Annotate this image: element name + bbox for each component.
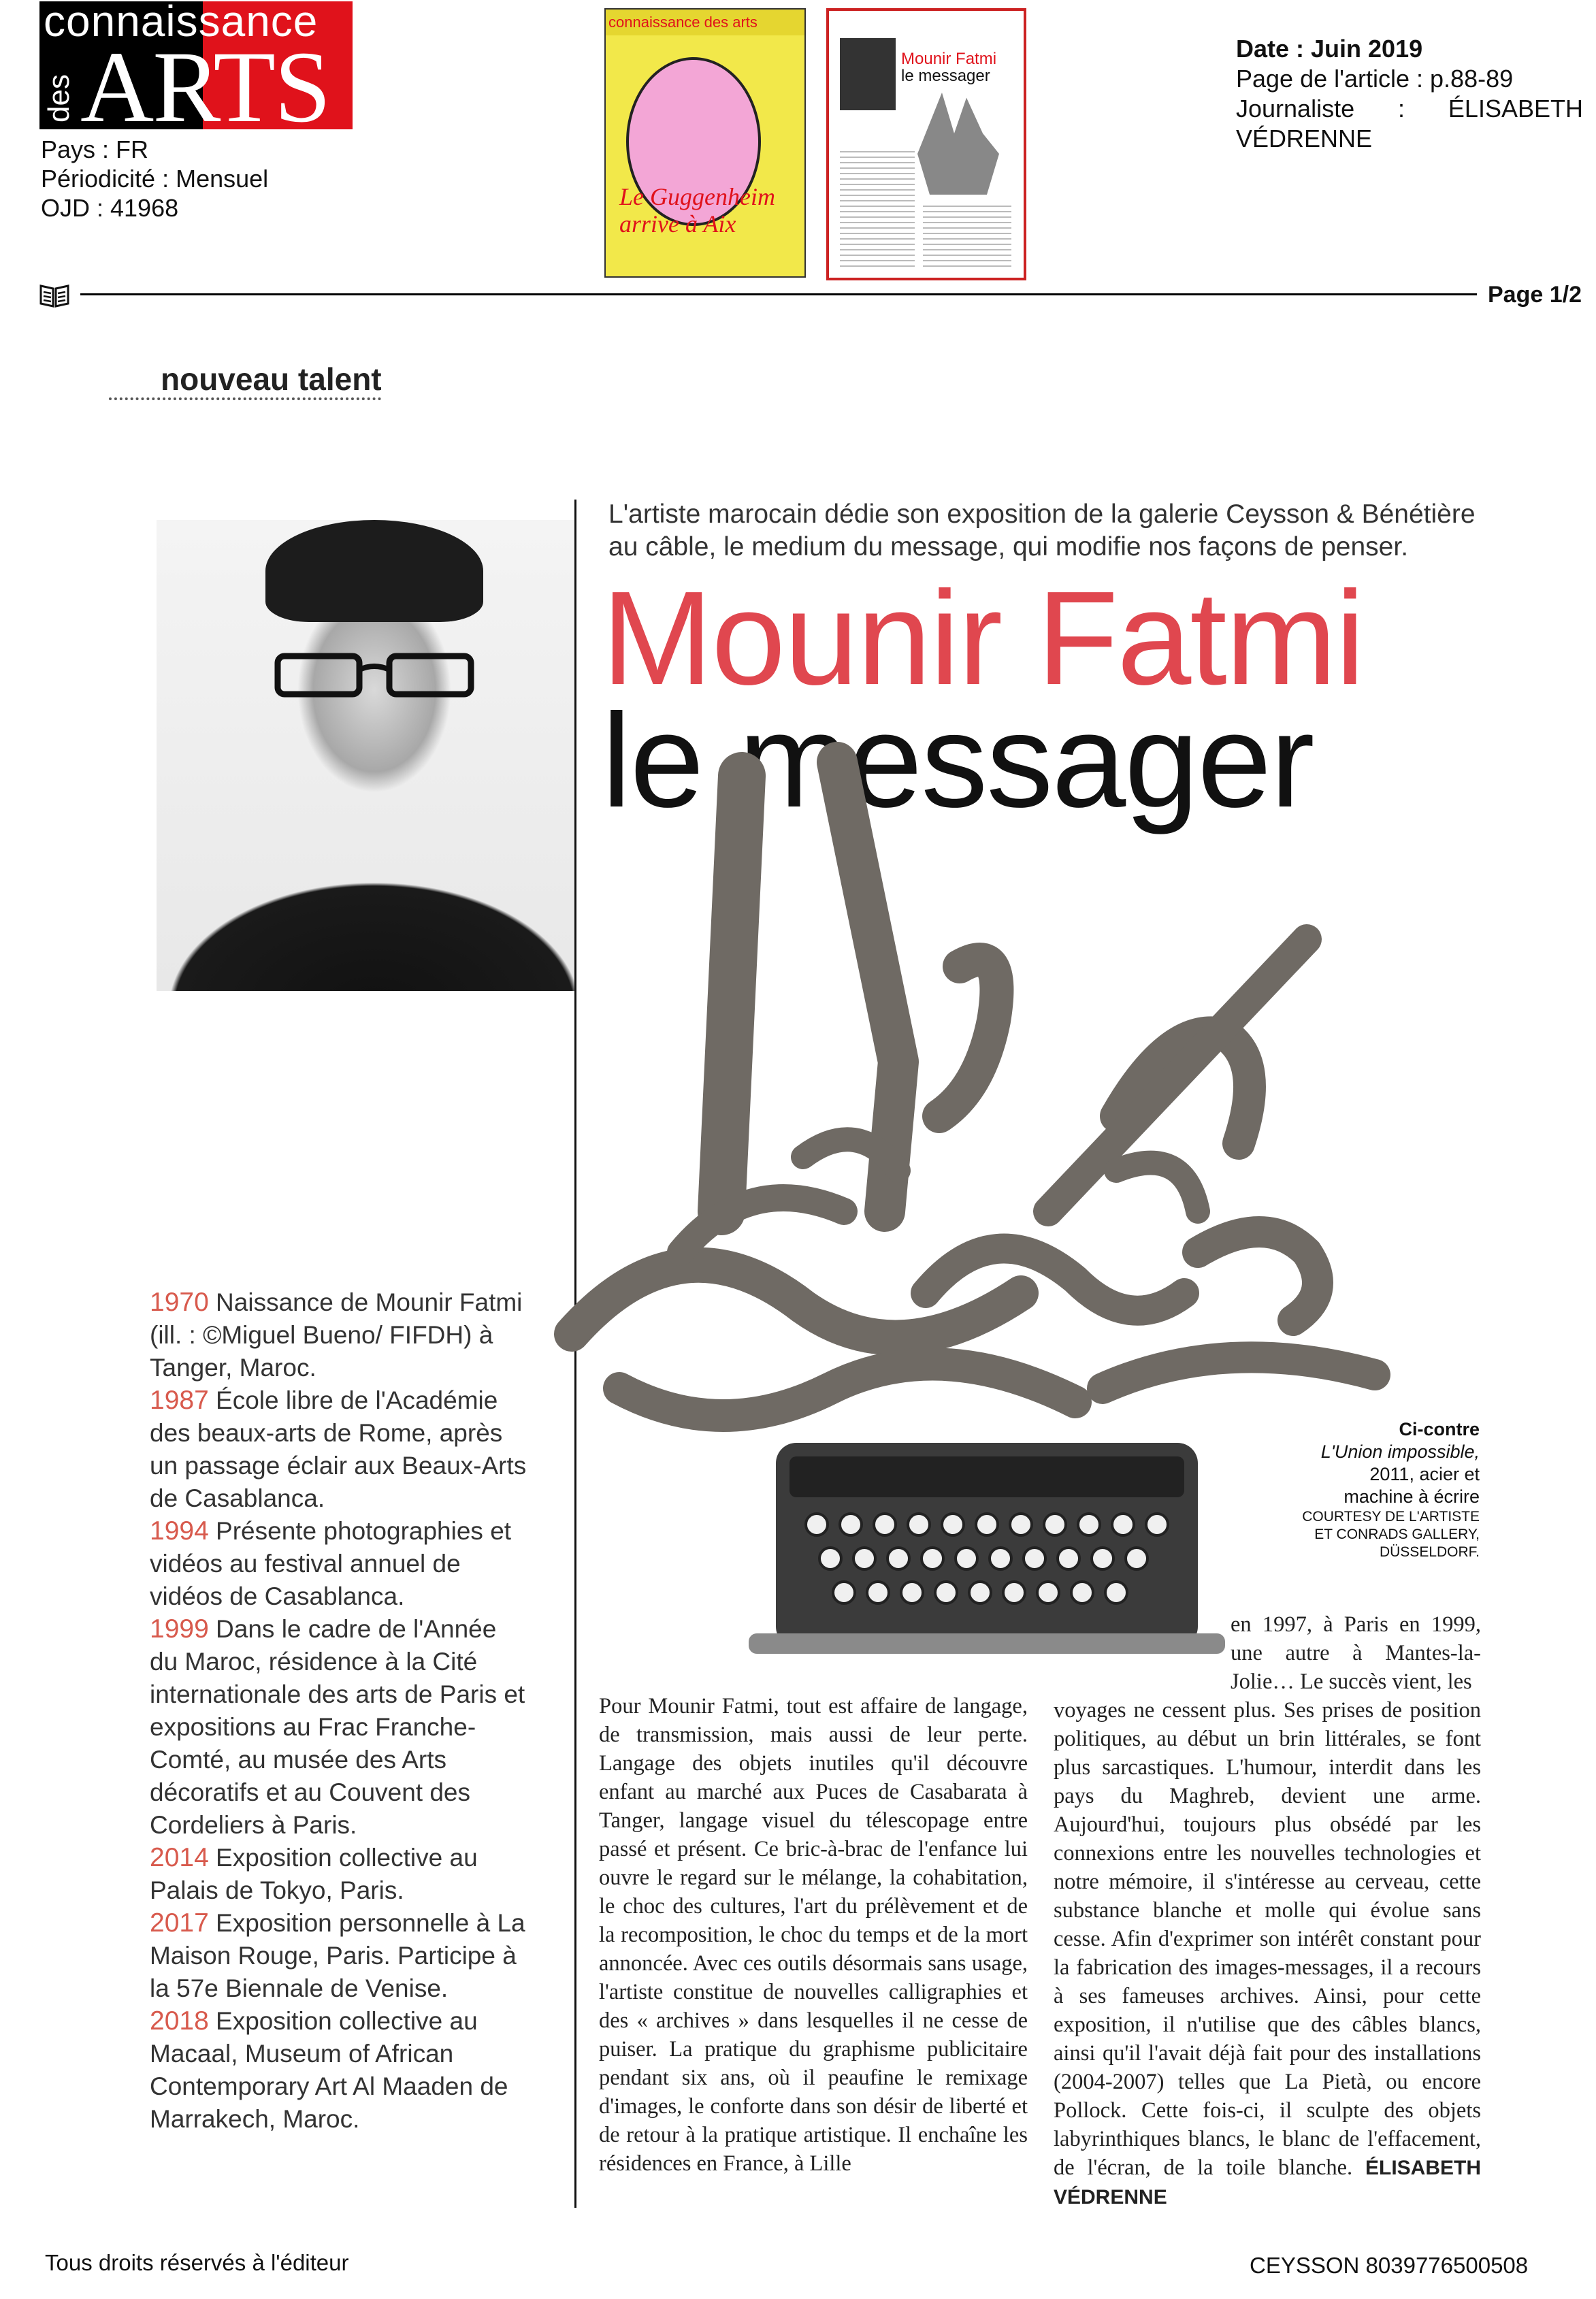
timeline-item: [150, 1286, 531, 1384]
timeline-item: [150, 1384, 531, 1515]
body-column-2-text: voyages ne cessent plus. Ses prises de position politiques, au début un brin littérales, se font plus sarcastiques. L'humour, interdit dans les pays du Maghreb, devient une arme. Aujourd'hui, toujours plus obsédé par les connexions entre les nouvelles technologies et notre mémoire, il s'intéresse au cerveau, cette substance blanche et molle qui évolue sans cesse. Afin d'exprimer son intérêt constant pour la fabrication des images-messages, il a recours à ses fameuses archives. Ainsi, pour cette exposition, il n'utilise que des câbles blancs, ainsi qu'il l'avait déjà fait pour des installations (2004-2007) telles que La Pietà, ou encore Pollock. Cette fois-ci, il sculpte des objets labyrinthiques blancs, le blanc de l'effacement, de l'écran, de la toile blanche.: [1054, 1698, 1481, 2180]
caption-details2: machine à écrire: [1343, 1486, 1480, 1507]
timeline-year: 2018: [150, 2006, 209, 2036]
article-info: [1236, 34, 1583, 154]
section-label: nouveau talent: [161, 361, 382, 397]
intro-line2: au câble, le medium du message, qui modifie nos façons de penser.: [608, 532, 1409, 561]
caption-credit3: DÜSSELDORF.: [1379, 1544, 1480, 1560]
article-page-ref: Page de l'article : p.88-89: [1236, 65, 1514, 93]
article-date: Date : Juin 2019: [1236, 35, 1423, 63]
page-thumbnail[interactable]: [826, 8, 1026, 280]
cover-thumbnail[interactable]: [604, 8, 806, 278]
timeline-item: [150, 1842, 531, 1907]
periodicity: Périodicité : Mensuel: [41, 165, 269, 193]
artist-portrait: [157, 520, 576, 991]
page-number: Page 1/2: [1488, 282, 1582, 308]
timeline-item: [150, 1515, 531, 1613]
timeline-year: 1970: [150, 1288, 209, 1317]
header-rule: [80, 293, 1477, 295]
caption-work-title: L'Union impossible,: [1320, 1441, 1480, 1462]
timeline-item: [150, 1613, 531, 1842]
book-icon: [39, 283, 69, 308]
journalist-name: ÉLISABETH: [1448, 95, 1583, 123]
journalist-surname: VÉDRENNE: [1236, 125, 1373, 152]
caption-heading: Ci-contre: [1399, 1419, 1480, 1439]
timeline-text: Exposition personnelle à La Maison Rouge, Paris. Participe à la 57e Biennale de Venise.: [150, 1909, 525, 2002]
biography-timeline: [150, 1286, 531, 2136]
timeline-text: Naissance de Mounir Fatmi (ill. : ©Miguel Bueno/ FIFDH) à Tanger, Maroc.: [150, 1288, 523, 1382]
cover-title: Le Guggenheim arrive à Aix: [619, 183, 775, 238]
thumb-text-lines: [840, 147, 915, 270]
thumb-portrait: [840, 38, 896, 110]
caption-credit1: COURTESY DE L'ARTISTE: [1302, 1509, 1480, 1524]
thumb-title-red: Mounir Fatmi: [901, 50, 997, 68]
timeline-text: Présente photographies et vidéos au festival annuel de vidéos de Casablanca.: [150, 1517, 512, 1610]
typewriter: [749, 1443, 1225, 1654]
body-column-1: Pour Mounir Fatmi, tout est affaire de langage, de transmission, mais aussi de leur perte. Langage des objets inutiles qu'il découvre enfant au marché aux Puces de Casabarata à Tanger, langage visuel du télescopage entre passé et présent. Ce bric-à-brac de l'enfance lui ouvre le regard sur le mélange, la cohabitation, le choc des cultures, l'art du prélèvement et de la recomposition, le choc du temps et de la mort annoncée. Avec ces outils désormais sans usage, l'artiste constitue de nouvelles calligraphies et des « archives » dans lesquelles il ne cesse de puiser. La pratique du graphisme publicitaire pendant six ans, où il peaufine le remixage d'images, le conforte dans son désir de liberté et de retour à la pratique artistique. Il enchaîne les résidences en France, à Lille: [599, 1694, 1028, 2176]
section-underline: [109, 397, 381, 400]
publication-meta: [41, 135, 268, 223]
caption-credit2: ET CONRADS GALLERY,: [1314, 1527, 1480, 1542]
timeline-text: Exposition collective au Palais de Tokyo, Paris.: [150, 1844, 478, 1904]
journalist-colon: :: [1398, 95, 1405, 123]
article-title-black: le messager: [602, 686, 1314, 835]
logo-line2: des: [42, 74, 76, 123]
timeline-text: Exposition collective au Macaal, Museum of African Contemporary Art Al Maaden de Marrakech, Maroc.: [150, 2007, 508, 2133]
footer-rights: Tous droits réservés à l'éditeur: [45, 2250, 349, 2275]
logo-line1: connaissance: [44, 1, 319, 46]
timeline-item: [150, 2005, 531, 2136]
body-column-2-top: en 1997, à Paris en 1999, une autre à Mantes-la-Jolie… Le succès vient, les: [1231, 1612, 1481, 1694]
publication-logo: [39, 1, 353, 129]
timeline-year: 1994: [150, 1516, 209, 1546]
timeline-year: 2014: [150, 1843, 209, 1872]
intro-line1: L'artiste marocain dédie son exposition de la galerie Ceysson & Bénétière: [608, 500, 1476, 529]
country: Pays : FR: [41, 135, 149, 163]
timeline-item: [150, 1907, 531, 2005]
caption-details1: 2011, acier et: [1369, 1464, 1480, 1484]
thumb-text-lines: [923, 201, 1011, 270]
journalist-row: [1236, 94, 1583, 124]
thumb-sculpture: [917, 93, 999, 195]
timeline-text: École libre de l'Académie des beaux-arts de Rome, après un passage éclair aux Beaux-Arts de Casablanca.: [150, 1386, 527, 1512]
timeline-year: 1999: [150, 1614, 209, 1644]
logo-line3: ARTS: [80, 31, 330, 129]
author-signature: ÉLISABETH VÉDRENNE: [1054, 2157, 1481, 2208]
journalist-label: Journaliste: [1236, 95, 1355, 123]
body-column-2: [1054, 1696, 1481, 2212]
timeline-year: 2017: [150, 1908, 209, 1938]
thumb-title-black: le messager: [901, 67, 990, 85]
ojd: OJD : 41968: [41, 194, 179, 222]
article-title-red: Mounir Fatmi: [602, 564, 1364, 713]
image-caption: [1273, 1418, 1480, 1561]
timeline-year: 1987: [150, 1386, 209, 1415]
footer-reference: CEYSSON 8039776500508: [1250, 2253, 1529, 2278]
article-intro: [608, 498, 1500, 564]
portrait-glasses: [272, 649, 476, 700]
cover-masthead: connaissance des arts: [606, 10, 806, 35]
portrait-hair: [265, 520, 483, 622]
timeline-text: Dans le cadre de l'Année du Maroc, résidence à la Cité internationale des arts de Paris et expositions au Frac Franche-Comté, au musée des Arts décoratifs et au Couvent des Cordeliers à Paris.: [150, 1615, 525, 1839]
